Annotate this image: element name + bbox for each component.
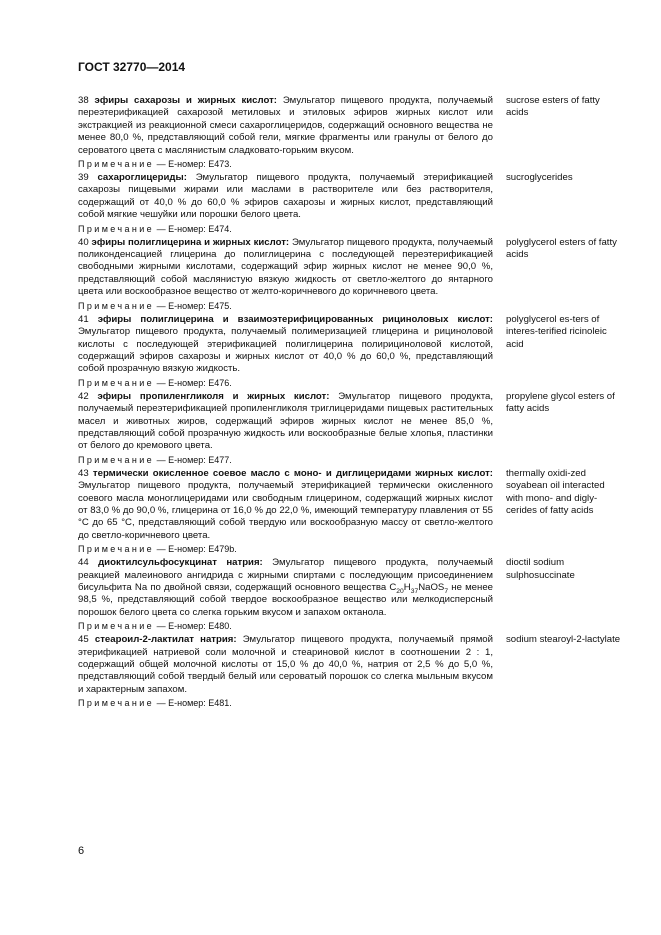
- entry-definition: Эмульгатор пищевого продукта, получаемый переэтерификацией сахарозой метиловых и этиловых эфиров жирных кислот или экстракцией из реакционной смеси сахароглицеридов, содержащий основного вещества не менее 80,0 %, представляющий собой гели, мягкие фрагменты или гранулы от белого до сероватого цвета с маслянистым сладковато-горьким вкусом.: [78, 95, 494, 156]
- entry-note: [78, 223, 493, 235]
- note-label: Примечание: [78, 454, 155, 465]
- entry-term: сахароглицериды:: [97, 172, 187, 184]
- entry-body: [78, 237, 493, 312]
- entry-definition: Эмульгатор пищевого продукта, получаемый этерификацией термически окисленного соевого масла моноглицеридами или свободным глицерином, содержащий жирных кислот от 83,0 % до 90,0 %, глицерина от 16,0 % до 22,0 %, имеющий температуру плавления от 55 °С до 65 °С, представляющий собой твердую или воскообразную массу от светло-желтого до светло-коричневого цвета.: [78, 480, 493, 541]
- note-text: — Е-номер: Е474.: [156, 223, 232, 234]
- english-term: polyglycerol es-ters of interes-terified ricinoleic acid: [506, 313, 607, 350]
- entry-definition: Эмульгатор пищевого продукта, получаемый прямой этерификацией натриевой соли молочной и стеариновой кислот в соотношении 2 : 1, содержащий общей молочной кислоты от 15,0 % до 40,0 %, натрия от 2,5 % до 5,0 %, представляющий собой твердый белый или сероватый порошок со слегка мыльным вкусом и характерным запахом.: [78, 634, 493, 695]
- term-entry-40: [78, 237, 618, 312]
- note-text: — Е-номер: Е481.: [156, 698, 232, 709]
- entry-number: 45: [78, 634, 89, 646]
- english-term: sucrose esters of fatty acids: [506, 95, 600, 119]
- entry-term: диоктилсульфосукцинат натрия:: [98, 557, 263, 569]
- english-term: dioctil sodium sulphosuccinate: [506, 557, 575, 581]
- entry-definition: Эмульгатор пищевого продукта, получаемый переэтерификацией пропиленгликоля триглицеридами пищевых растительных масел и животных жиров, содержащий эфиров жирных кислот не менее 85,0 %, представляющий собой прозрачную жидкость или воскообразные белые хлопья, пластинки от белого до кремового цвета.: [78, 390, 494, 452]
- note-text: — Е-номер: Е476.: [156, 377, 232, 388]
- entry-term: эфиры сахарозы и жирных кислот:: [94, 95, 277, 106]
- term-list: [78, 95, 621, 711]
- definition-part: не менее 98,5 %, представляющий собой твердое воскообразное вещество или мелкодисперсный порошок белого цвета со слегка горьким вкусом и запахом октанола.: [78, 582, 493, 618]
- entry-number: 42: [78, 390, 89, 402]
- english-term: sodium stearoyl-2-lactylate: [506, 634, 621, 646]
- entry-term: эфиры пропиленгликоля и жирных кислот:: [97, 390, 330, 402]
- term-entry-42: [78, 391, 618, 466]
- note-label: Примечание: [78, 223, 155, 234]
- note-label: Примечание: [78, 159, 155, 170]
- entry-term: эфиры полиглицерина и взаимоэтерифицированных рициноловых кислот:: [97, 313, 493, 325]
- entry-number: 44: [78, 557, 89, 569]
- definition-part: Эмульгатор пищевого продукта, получаемый реакцией малеинового ангидрида с жирными спиртами с последующим присоединением бисульфита Na по двойной связи, содержащий основного вещества C: [78, 557, 493, 593]
- document-header: ГОСТ 32770—2014: [78, 60, 186, 74]
- note-text: — Е-номер: Е480.: [156, 621, 232, 632]
- entry-body: [78, 172, 493, 235]
- entry-body: [78, 557, 493, 632]
- english-term: thermally oxidi-zed soyabean oil interacted with mono- and digly-cerides of fatty acids: [506, 467, 605, 516]
- note-text: — Е-номер: Е477.: [156, 454, 232, 465]
- english-term: polyglycerol esters of fatty acids: [506, 236, 617, 261]
- note-text: — Е-номер: Е479b.: [156, 544, 237, 555]
- entry-number: 41: [78, 313, 89, 325]
- note-label: Примечание: [78, 377, 155, 388]
- note-label: Примечание: [78, 698, 155, 709]
- entry-term: эфиры полиглицерина и жирных кислот:: [91, 236, 290, 248]
- note-label: Примечание: [78, 621, 155, 632]
- note-label: Примечание: [78, 300, 155, 311]
- entry-note: [78, 543, 493, 555]
- entry-number: 43: [78, 467, 89, 479]
- formula-subscript: 20: [396, 588, 404, 595]
- term-entry-41: [78, 314, 618, 389]
- entry-number: 39: [78, 172, 89, 184]
- entry-note: [78, 620, 493, 632]
- note-label: Примечание: [78, 544, 155, 555]
- entry-number: 38: [78, 95, 89, 106]
- entry-term: термически окисленное соевое масло с моно- и диглицеридами жирных кислот:: [92, 467, 493, 479]
- entry-body: [78, 95, 493, 170]
- note-text: — Е-номер: Е473.: [156, 159, 232, 170]
- entry-definition: Эмульгатор пищевого продукта, получаемый полимеризацией глицерина и рициноловой кислоты с последующей этерификацией полиглицерина полирициноловой кислотой, содержащий эфиров сахарозы и жирных кислот от 40,0 % до 60,0 %, представляющий собой прозрачную вязкую жидкость.: [78, 326, 493, 375]
- entry-note: [78, 158, 493, 170]
- entry-definition: Эмульгатор пищевого продукта, получаемый этерификацией сахарозы пищевыми жирами или маслами в растворителе или без растворителя, содержащий от 40,0 % до 60,0 % эфиров сахарозы и жирных кислот, представляющий собой мягкие чешуйки или порошки белого цвета.: [78, 172, 493, 221]
- note-text: — Е-номер: Е475.: [156, 300, 232, 311]
- formula-subscript: 37: [410, 588, 419, 595]
- term-entry-45: [78, 634, 621, 709]
- entry-body: [78, 391, 493, 466]
- entry-note: [78, 697, 493, 709]
- formula-part: H: [403, 582, 411, 593]
- english-term: sucroglycerides: [506, 172, 573, 184]
- formula-subscript: 7: [444, 588, 449, 595]
- page-number: 6: [78, 845, 85, 857]
- entry-body: [78, 314, 493, 389]
- entry-note: [78, 454, 493, 466]
- english-term: propylene glycol esters of fatty acids: [506, 390, 615, 415]
- formula-part: NaOS: [418, 582, 445, 593]
- entry-note: [78, 377, 493, 389]
- term-entry-39: [78, 172, 618, 235]
- term-entry-38: [78, 95, 618, 170]
- term-entry-44: [78, 557, 618, 632]
- entry-definition: Эмульгатор пищевого продукта, получаемый поликонденсацией глицерина до полиглицерина с последующей переэтерификацией свободными жирными кислотами, содержащий эфир жирных кислот не менее 90,0 %, представляющий собой маслянистую вязкую жидкость от светло-желтого до янтарного цвета или воскообразное вещество от желто-коричневого до коричневого цвета.: [78, 236, 493, 298]
- entry-term: стеароил-2-лактилат натрия:: [94, 634, 237, 646]
- entry-note: [78, 300, 493, 312]
- entry-body: [78, 634, 493, 709]
- entry-body: [78, 468, 493, 555]
- term-entry-43: [78, 468, 618, 555]
- entry-number: 40: [78, 236, 89, 248]
